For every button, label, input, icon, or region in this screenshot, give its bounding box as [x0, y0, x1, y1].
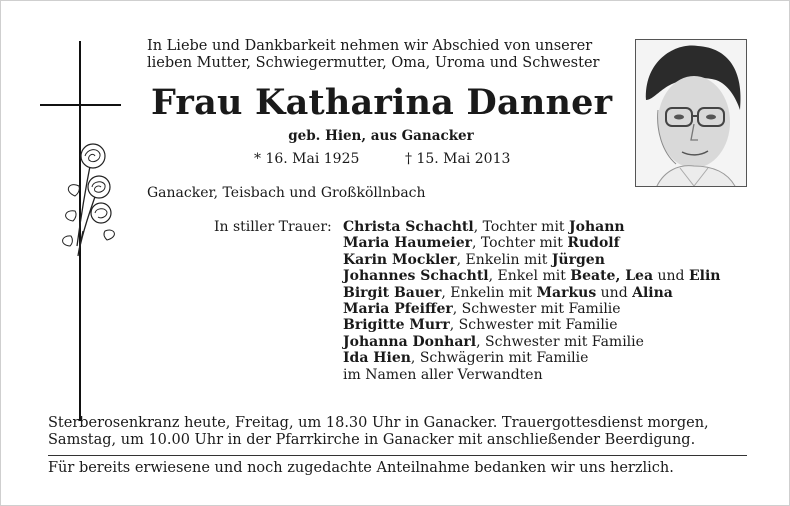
maiden-name-info: geb. Hien, aus Ganacker — [288, 128, 474, 144]
mourner-relation: , Schwägerin mit Familie — [410, 350, 589, 367]
mourner-name: Elin — [688, 268, 721, 285]
mourner-row — [343, 268, 720, 284]
thanks-line: Für bereits erwiesene und noch zugedachte Anteilnahme bedanken wir uns herzlich. — [48, 460, 674, 476]
mourners-list — [343, 219, 720, 383]
mourner-name: Markus — [536, 284, 597, 301]
mourner-relation: und — [596, 284, 633, 301]
portrait-photo — [635, 39, 747, 187]
mourner-relation: , Tochter mit — [472, 235, 568, 252]
mourner-name: Johann — [569, 219, 625, 235]
death-date: † 15. Mai 2013 — [405, 151, 511, 167]
mourner-row — [343, 252, 720, 268]
mourner-name: Alina — [632, 284, 673, 301]
mourner-name: Birgit Bauer — [343, 284, 442, 301]
mourner-relation: , Schwester mit Familie — [476, 333, 644, 350]
mourner-relation: , Enkel mit — [488, 268, 571, 285]
mourner-name: Beate, Lea — [570, 268, 654, 285]
mourner-name: Christa Schachtl — [343, 219, 474, 235]
mourners-label: In stiller Trauer: — [214, 219, 332, 235]
mourner-relation: , Enkelin mit — [456, 251, 552, 268]
mourner-name: Maria Pfeiffer — [343, 301, 453, 318]
mourner-name: Ida Hien — [343, 350, 411, 367]
mourner-row — [343, 285, 720, 301]
mourner-row — [343, 334, 720, 350]
cross-with-roses-icon — [35, 41, 125, 421]
mourner-row — [343, 301, 720, 317]
divider — [48, 455, 747, 456]
mourner-row — [343, 350, 720, 366]
mourner-name: Johannes Schachtl — [343, 268, 489, 285]
mourner-row — [343, 235, 720, 251]
intro-text: In Liebe und Dankbarkeit nehmen wir Abschied von unserer lieben Mutter, Schwiegermutter, Oma, Uroma und Schwester — [147, 38, 600, 71]
places-line: Ganacker, Teisbach und Großköllnbach — [147, 185, 426, 201]
mourner-name: Jürgen — [551, 251, 605, 268]
deceased-name: Frau Katharina Danner — [151, 82, 613, 123]
mourner-relation: , Schwester mit Familie — [449, 317, 618, 334]
mourner-row — [343, 317, 720, 333]
mourner-name: Maria Haumeier — [343, 235, 473, 252]
mourner-relation: und — [653, 268, 689, 285]
mourner-relation: , Enkelin mit — [441, 284, 537, 301]
service-announcement: Sterberosenkranz heute, Freitag, um 18.30 Uhr in Ganacker. Trauergottesdienst morgen, Samstag, um 10.00 Uhr in der Pfarrkirche in Ganacker mit anschließender Beerdigung. — [48, 415, 709, 448]
mourner-name: Rudolf — [567, 235, 620, 252]
mourner-relation: , Tochter mit — [473, 219, 570, 235]
mourner-relation: , Schwester mit Familie — [452, 301, 621, 318]
birth-date: * 16. Mai 1925 — [254, 151, 360, 167]
mourner-row — [343, 219, 720, 235]
mourner-relation: im Namen aller Verwandten — [343, 366, 543, 383]
mourner-name: Brigitte Murr — [343, 317, 450, 334]
mourner-row — [343, 367, 720, 383]
mourner-name: Karin Mockler — [343, 251, 457, 268]
mourner-name: Johanna Donharl — [343, 333, 477, 350]
